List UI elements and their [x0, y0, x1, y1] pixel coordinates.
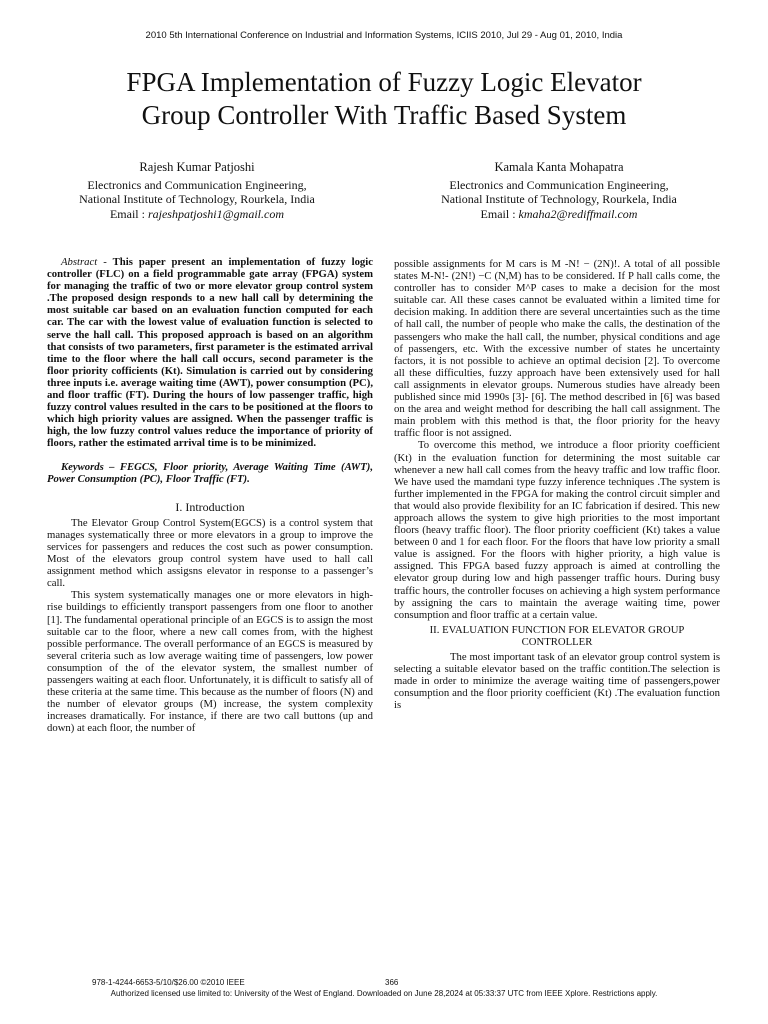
footer-license: Authorized licensed use limited to: University of the West of England. Downloaded on June 28,2024 at 05:33:37 UTC from IEEE Xplore. Restrictions apply.	[110, 989, 658, 998]
left-column	[47, 256, 373, 734]
email-address[interactable]: kmaha2@rediffmail.com	[518, 206, 638, 221]
paper-title	[40, 66, 728, 132]
body-paragraph-3: The most important task of an elevator group control system is selecting a suitable elevator based on the traffic contition.The selection is made in order to minimize the average waiting time of passengers,power consumption and the floor priority coefficient (Kt) .The evaluation function is	[394, 651, 720, 712]
author-email	[394, 207, 724, 222]
keywords: Keywords – FEGCS, Floor priority, Average Waiting Time (AWT), Power Consumption (PC), Floor Traffic (FT).	[47, 460, 373, 485]
conference-header: 2010 5th International Conference on Industrial and Information Systems, ICIIS 2010, Jul 29 - Aug 01, 2010, India	[145, 30, 623, 41]
title-line-1: FPGA Implementation of Fuzzy Logic Elevator	[126, 67, 642, 97]
intro-paragraph-1: The Elevator Group Control System(EGCS) is a control system that manages systematically three or more elevators in a group to improve the services for passengers and reduces the cost such as power consumption. Most of the elevators group control system have used to hall call assignment method which assigsns elevator in response to a passenger’s call.	[47, 516, 373, 590]
body-paragraph-1: possible assignments for M cars is M -N! − (2N)!. A total of all possible states M-N!- (2N!) −C (N,M) has to be considered. If P hall calls come, the controller has to consider M^P cases to make a decision for the most suitable car. All these cases cannot be evaluated within a limited time for decision making. In addition there are several uncertainties such as the time of hall call, the number of people who make the calls, the destination of the passengers who make the hall call, the number, physical conditions and age of passengers, etc. With the excessive number of states he uncertainty factors, it is not possible to achieve an optimal decision [2]. To overcome all these difficulties, fuzzy approach have been extensively used for hall call assignments in elevator groups. Numerous studies have already been published since mid 1990s [3]- [6]. The method described in [6] was based on the area and weight method for describing the hall call assignment. The main problem with this method is that, the floor priority for the heavy traffic floor is not assigned.	[394, 258, 720, 440]
author-name: Kamala Kanta Mohapatra	[494, 160, 624, 174]
author-email	[32, 207, 362, 222]
author-block-1	[32, 160, 362, 221]
author-block-2	[394, 160, 724, 221]
body-paragraph-2: To overcome this method, we introduce a floor priority coefficient (Kt) in the evaluation function for determining the most suitable car whenever a new hall call comes from the heavy traffic and low traffic floor. We have used the mamdani type fuzzy inference techniques .The system is further implemented in the FPGA for making the control circuit simpler and that would also provide flexibility for an IC fabrication if desired. This new approach allows the system to give high priorities to the most important floors (heavy traffic floor). The floor priority coefficient (Kt) takes a value between 0 and 1 for each floor. For the floors that have low priority a small value is assigned. For the floors with higher priority, a high value is assigned. This FPGA based fuzzy approach is aimed at controlling the elevator group during low and high passenger traffic hours. During busy traffic hours, the controller focuses on achieving a high system performance by assigning the cars to maintain the average waiting time, power consumption and floor traffic at a certain value.	[394, 439, 720, 621]
author-dept: Electronics and Communication Engineering,	[87, 177, 307, 192]
footer-isbn: 978-1-4244-6653-5/10/$26.00 ©2010 IEEE	[92, 978, 245, 987]
abstract	[47, 256, 373, 450]
section-heading-introduction: I. Introduction	[175, 499, 245, 514]
right-column	[394, 258, 720, 711]
section-heading-evaluation-function: II. EVALUATION FUNCTION FOR ELEVATOR GROUP CONTROLLER	[429, 623, 685, 648]
intro-paragraph-2: This system systematically manages one or more elevators in high-rise buildings to efficiently transport passengers from one floor to another [1]. The fundamental operational principle of an EGCS is to assign the most suitable car to the floor, where a new call comes from, with the highest possible performance. The overall performance of an EGCS is measured by several criteria such as low average waiting time of passengers, low power consumption of the of the elevator system, the smallest number of passengers waiting at each floor. Unfortunately, it is difficult to satisfy all of these criteria at the same time. This because as the number of floors (N) and the number of elevator groups (M) increase, the system complexity increases dramatically. For instance, if there are two call buttons (up and down) at each floor, the number of	[47, 589, 373, 735]
abstract-text: This paper present an implementation of fuzzy logic controller (FLC) on a field programmable gate array (FPGA) system for managing the traffic of two or more elevator group control system .The proposed design responds to a new hall call by determining the most suitable car based on an evaluation function computed for each car. The car with the lowest value of evaluation function is selected to serve the hall call. This proposed approach is based on an algorithm that consists of two parameters, first parameter is the estimated arrival time to the floor where the hall call occurs, second parameter is the floor priority cofficients (Kt). Simulation is carried out by considering three inputs i.e. average waiting time (AWT), power consumption (PC), and floor traffic (FT). During the hours of low passenger traffic, high fuzzy control values resulted in the cars to be positioned at the floors to which high priority values are assigned. When the passenger traffic is high, the low fuzzy control values reduce the importance of priority of floors, rather the estimated arrival time is to be minimized.	[47, 256, 373, 450]
title-line-2: Group Controller With Traffic Based System	[141, 100, 627, 130]
footer-copyright	[92, 978, 692, 987]
page-number: 366	[385, 978, 399, 987]
author-institute: National Institute of Technology, Rourkela, India	[441, 192, 677, 206]
email-address[interactable]: rajeshpatjoshi1@gmail.com	[147, 206, 285, 221]
author-name: Rajesh Kumar Patjoshi	[139, 160, 255, 174]
author-dept: Electronics and Communication Engineering,	[449, 177, 669, 192]
email-label: Email :	[109, 206, 148, 221]
email-label: Email :	[480, 206, 519, 221]
abstract-label: Abstract -	[61, 256, 107, 268]
author-institute: National Institute of Technology, Rourkela, India	[79, 192, 315, 206]
